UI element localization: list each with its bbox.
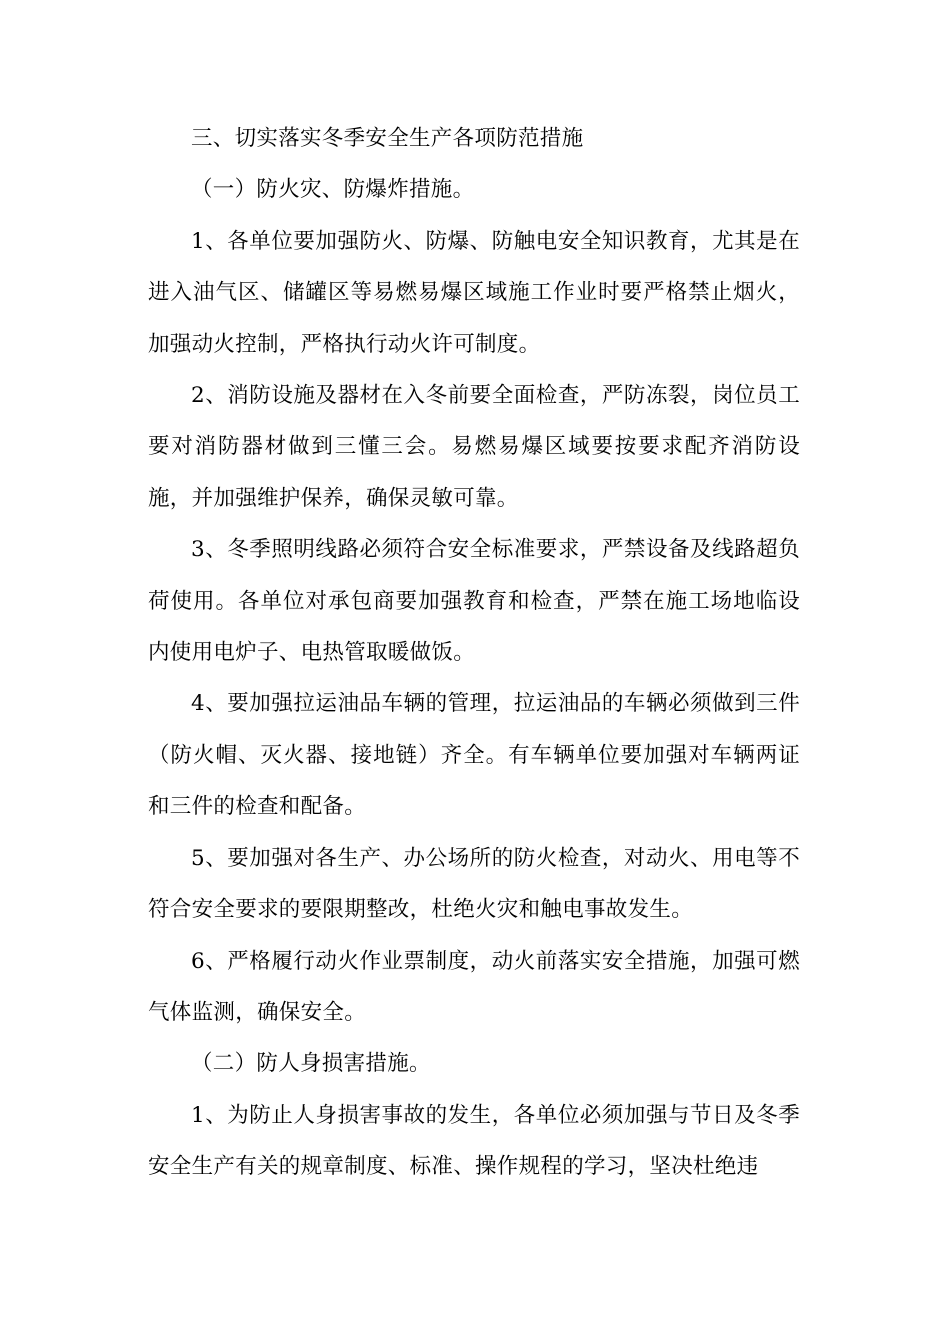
document-body: [148, 113, 800, 1193]
subsection-heading: （二）防人身损害措施。: [191, 1051, 431, 1077]
section-heading: 三、切实落实冬季安全生产各项防范措施: [191, 126, 584, 151]
body-paragraph: 1、各单位要加强防火、防爆、防触电安全知识教育，尤其是在进入油气区、储罐区等易燃易爆区域施工作业时要严格禁止烟火，加强动火控制，严格执行动火许可制度。: [148, 228, 800, 357]
subsection-heading: （一）防火灾、防爆炸措施。: [191, 177, 475, 203]
body-paragraph: 6、严格履行动火作业票制度，动火前落实安全措施，加强可燃气体监测，确保安全。: [148, 948, 800, 1025]
body-paragraph: 5、要加强对各生产、办公场所的防火检查，对动火、用电等不符合安全要求的要限期整改，杜绝火灾和触电事故发生。: [148, 845, 800, 923]
body-paragraph: 2、消防设施及器材在入冬前要全面检查，严防冻裂，岗位员工要对消防器材做到三懂三会。易燃易爆区域要按要求配齐消防设施，并加强维护保养，确保灵敏可靠。: [148, 383, 800, 511]
body-paragraph: 1、为防止人身损害事故的发生，各单位必须加强与节日及冬季安全生产有关的规章制度、标准、操作规程的学习，坚决杜绝违: [148, 1102, 800, 1180]
body-paragraph: 3、冬季照明线路必须符合安全标准要求，严禁设备及线路超负荷使用。各单位对承包商要加强教育和检查，严禁在施工场地临设内使用电炉子、电热管取暖做饭。: [148, 537, 800, 666]
body-paragraph: 4、要加强拉运油品车辆的管理，拉运油品的车辆必须做到三件（防火帽、灭火器、接地链）齐全。有车辆单位要加强对车辆两证和三件的检查和配备。: [148, 691, 800, 820]
